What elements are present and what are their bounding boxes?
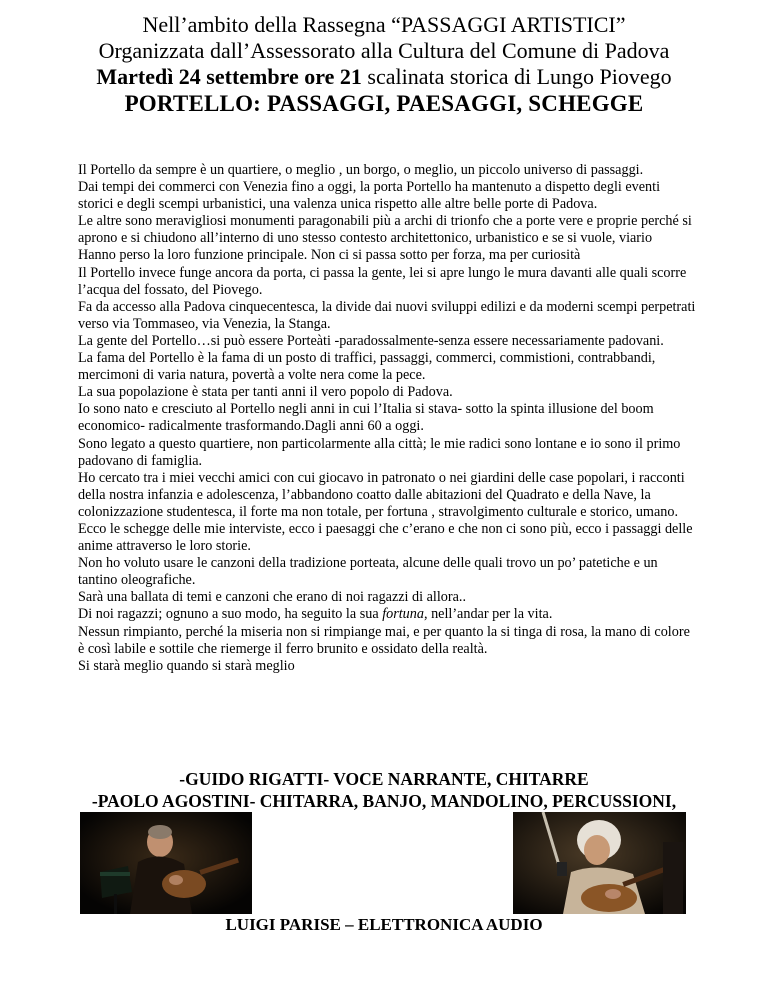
paragraph: Ho cercato tra i miei vecchi amici con cui giocavo in patronato o nei giardini delle case popolari, i racconti della nostra infanzia e adolescenza, l’abbandono coatto dalle abitazioni del Quadrato e della Nave, la colonizzazione studentesca, il forte ma non totale, per fortuna , stravolgimento culturale e storico, umano. [78, 469, 685, 520]
header-line-3 [0, 64, 768, 90]
paragraph: La fama del Portello è la fama di un posto di traffici, passaggi, commerci, commistioni, contrabbandi, mercimoni di varia natura, povertà a volte nera come la pece. [78, 350, 656, 384]
paragraph: Dai tempi dei commerci con Venezia fino a oggi, la porta Portello ha mantenuto a dispetto degli eventi storici e degli scempi urbanistici, una valenza unica rispetto alle altre belle porte di Padova. [78, 179, 661, 213]
paragraph: La gente del Portello…si può essere Porteàti -paradossalmente-senza essere necessariamente padovani. [78, 332, 664, 349]
paragraph: Le altre sono meravigliosi monumenti paragonabili più a archi di trionfo che a porte vere e proprie perché si aprono e si chiudono all’interno di uno stesso contesto architettonico, urbanistico e se si vuole, viario [78, 213, 692, 247]
photo-guitarist-seated-image [80, 812, 252, 914]
paragraph: Sono legato a questo quartiere, non particolarmente alla città; le mie radici sono lontane e io sono il primo padovano di famiglia. [78, 435, 681, 469]
credit-paolo-agostini: -PAOLO AGOSTINI- CHITARRA, BANJO, MANDOLINO, PERCUSSIONI, [91, 791, 677, 811]
header-line-2: Organizzata dall’Assessorato alla Cultura del Comune di Padova [98, 38, 670, 63]
paragraph-fortuna [78, 606, 698, 623]
header [0, 12, 768, 118]
paragraph: Non ho voluto usare le canzoni della tradizione porteata, alcune delle quali trovo un po’ patetiche e un tantino oleografiche. [78, 555, 658, 589]
event-date: Martedì 24 settembre ore 21 [96, 64, 362, 89]
body-text [78, 162, 698, 675]
page-title: PORTELLO: PASSAGGI, PAESAGGI, SCHEGGE [124, 91, 644, 116]
paragraph: Il Portello da sempre è un quartiere, o meglio , un borgo, o meglio, un piccolo universo di passaggi. [78, 162, 644, 178]
photo-guitarist-seated [80, 812, 252, 914]
header-line-1: Nell’ambito della Rassegna “PASSAGGI ARTISTICI” [142, 12, 626, 37]
paragraph: Io sono nato e cresciuto al Portello negli anni in cui l’Italia si stava- sotto la spinta illusione del boom economico- radicalmente trasformando.Dagli anni 60 a oggi. [78, 401, 654, 435]
event-location: scalinata storica di Lungo Piovego [361, 64, 672, 89]
fortuna-after: , nell’andar per la vita. [423, 606, 553, 623]
paragraph: Si starà meglio quando si starà meglio [78, 657, 295, 674]
fortuna-italic: fortuna [382, 606, 424, 623]
credit-guido-rigatti: -GUIDO RIGATTI- VOCE NARRANTE, CHITARRE [179, 769, 589, 789]
fortuna-before: Di noi ragazzi; ognuno a suo modo, ha seguito la sua [78, 606, 383, 623]
credit-luigi-parise: LUIGI PARISE – ELETTRONICA AUDIO [225, 915, 543, 934]
paragraph: Nessun rimpianto, perché la miseria non si rimpiange mai, e per quanto la si tinga di rosa, la mano di colore è così labile e sottile che riemerge il ferro brunito e ossidato della realtà. [78, 623, 690, 657]
paragraph: Fa da accesso alla Padova cinquecentesca, la divide dai nuovi sviluppi edilizi e da moderni scempi perpetrati verso via Tommaseo, via Venezia, la Stanga. [78, 298, 696, 332]
photo-guitarist-white-hair [513, 812, 686, 914]
photo-guitarist-white-hair-image [513, 812, 686, 914]
paragraph: Sarà una ballata di temi e canzoni che erano di noi ragazzi di allora.. [78, 589, 467, 606]
paragraph: La sua popolazione è stata per tanti anni il vero popolo di Padova. [78, 384, 453, 401]
paragraph: Ecco le schegge delle mie interviste, ecco i paesaggi che c’erano e che non ci sono più, ecco i passaggi delle anime attraverso le loro storie. [78, 520, 693, 555]
paragraph: Hanno perso la loro funzione principale. Non ci si passa sotto per forza, ma per curiosità [78, 247, 581, 264]
paragraph: Il Portello invece funge ancora da porta, ci passa la gente, lei si apre lungo le mura davanti alle quali scorre l’acqua del fossato, del Piovego. [78, 264, 687, 298]
